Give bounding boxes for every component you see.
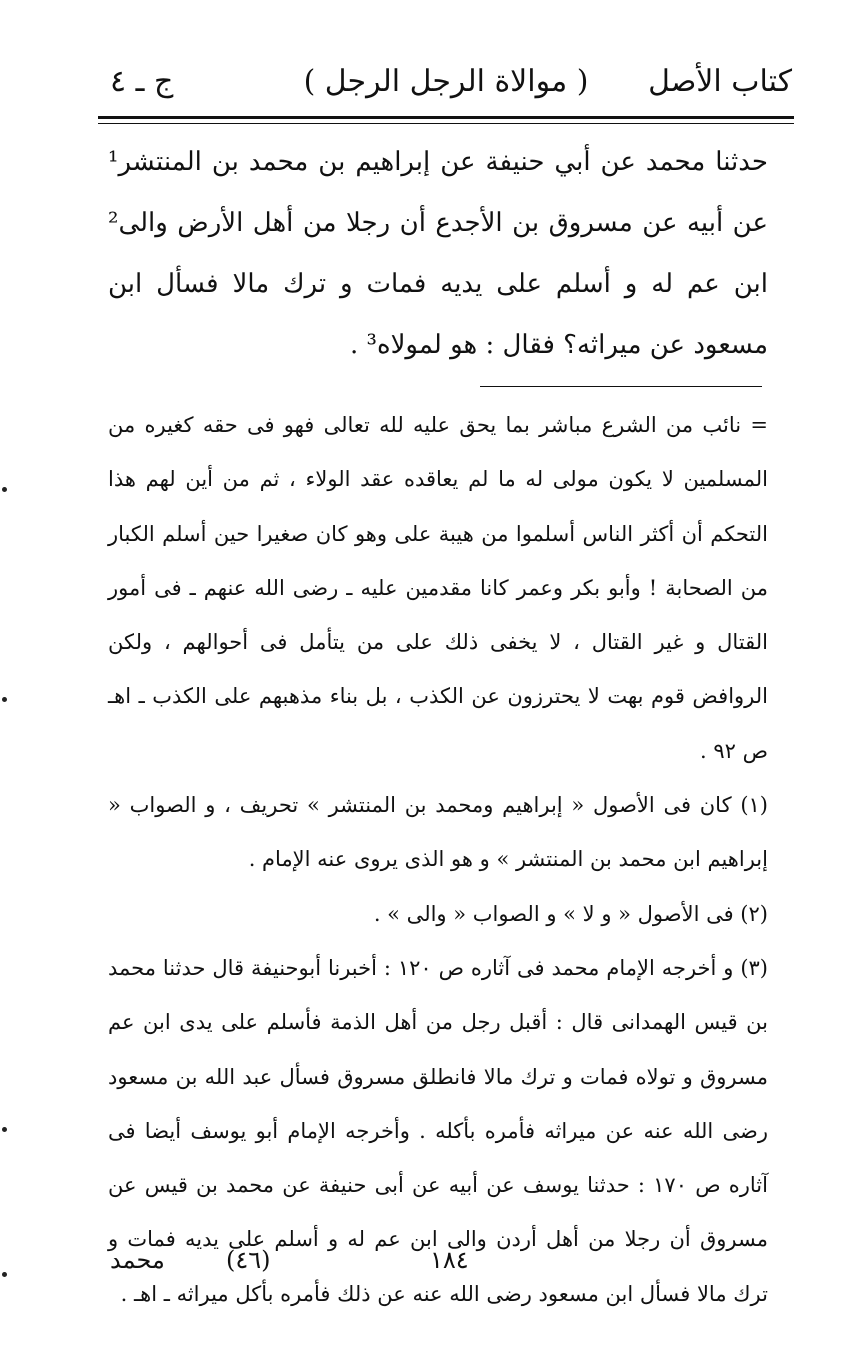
- page-footer: [100, 1246, 792, 1286]
- footnote-continued: = نائب من الشرع مباشر بما يحق عليه لله تعالى فهو فى حقه كغيره من المسلمين لا يكون مولى له ما لم يعاقده عقد الولاء ، ثم من أين لهم هذا التحكم أن أكثر الناس أسلموا من هيبة على وهو كان صغيرا حين أسلم الكبار من الصحابة ! وأبو بكر وعمر كانا مقدمين عليه ـ رضى الله عنهم ـ فى أمور القتال و غير القتال ، لا يخفى ذلك على من يتأمل فى أحوالهم ، ولكن الروافض قوم بهت لا يحترزون عن الكذب ، بل بناء مذهبهم على الكذب ـ اهـ ص ٩٢ .: [108, 413, 768, 763]
- scan-speck: [2, 697, 7, 702]
- header-rule-thin: [98, 123, 794, 124]
- footnote-1: (١) كان فى الأصول « إبراهيم ومحمد بن المنتشر » تحريف ، و الصواب « إبراهيم ابن محمد بن المنتشر » و هو الذى يروى عنه الإمام .: [108, 793, 768, 872]
- footnote-separator: [480, 386, 762, 387]
- book-title: كتاب الأصل: [648, 64, 792, 99]
- main-paragraph: حدثنا محمد عن أبي حنيفة عن إبراهيم بن محمد بن المنتشر¹ عن أبيه عن مسروق بن الأجدع أن رجلا من أهل الأرض والى² ابن عم له و أسلم على يديه فمات و ترك مالا فسأل ابن مسعود عن ميراثه؟ فقال : هو لمولاه³ .: [108, 147, 768, 360]
- volume-label: ج ـ ٤: [110, 64, 174, 99]
- footnote-3: (٣) و أخرجه الإمام محمد فى آثاره ص ١٢٠ : أخبرنا أبوحنيفة قال حدثنا محمد بن قيس الهمدانى قال : أقبل رجل من أهل الذمة فأسلم على يدى ابن عم مسروق و تولاه فمات و ترك مالا فانطلق مسروق فسأل عبد الله بن مسعود رضى الله عنه عن ميراثه فأمره بأكله . وأخرجه الإمام أبو يوسف أيضا فى آثاره ص ١٧٠ : حدثنا يوسف عن أبيه عن أبى حنيفة عن محمد بن قيس عن مسروق أن رجلا من أهل أردن والى ابن عم له و أسلم على يديه فمات و ترك مالا فسأل ابن مسعود رضى الله عنه عن ذلك فأمره بأكل ميراثه ـ اهـ .: [108, 955, 768, 1306]
- signature-mark: (٤٦): [226, 1246, 271, 1274]
- page-number: ١٨٤: [430, 1246, 469, 1274]
- main-text: [108, 132, 768, 376]
- page-header: [100, 58, 792, 108]
- footnote-2: (٢) فى الأصول « و لا » و الصواب « والى » .: [373, 901, 768, 926]
- scan-speck: [2, 1127, 7, 1132]
- scan-speck: [2, 1272, 7, 1277]
- footer-name: محمد: [110, 1246, 165, 1274]
- header-rule-thick: [98, 116, 794, 119]
- chapter-title: ( موالاة الرجل الرجل ): [303, 64, 589, 99]
- footnotes: [108, 398, 768, 1321]
- scan-speck: [2, 487, 7, 492]
